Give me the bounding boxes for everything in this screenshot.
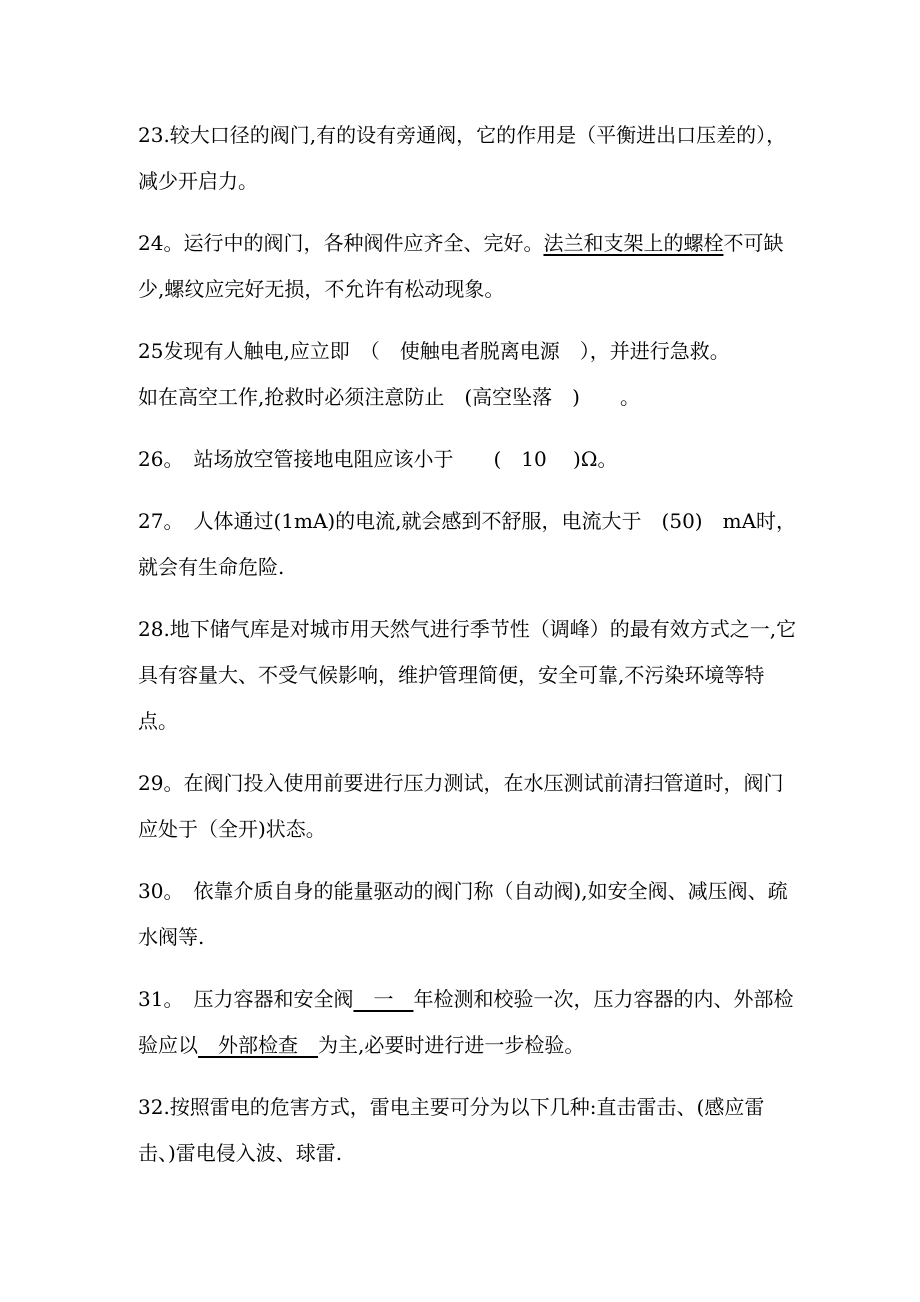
question-32-text: 32.按照雷电的危害方式，雷电主要可分为以下几种:直击雷击、(感应雷击、)雷电侵入波、球雷. xyxy=(138,1095,765,1165)
question-24-pre: 24。运行中的阀门，各种阀件应齐全、完好。 xyxy=(138,231,544,255)
question-24-underlined: 法兰和支架上的螺栓 xyxy=(543,231,724,255)
question-27 xyxy=(138,498,798,590)
question-24-post: 不可缺少,螺纹应完好无损，不允许有松动现象。 xyxy=(138,231,784,301)
question-28 xyxy=(138,606,798,744)
question-31-pre: 31。 压力容器和安全阀 xyxy=(138,987,354,1011)
question-31-blank1: 一 xyxy=(353,987,414,1011)
question-23 xyxy=(138,112,798,204)
question-25-line2: 如在高空工作,抢救时必须注意防止 (高空坠落 ) 。 xyxy=(138,385,640,409)
question-31-blank2: 外部检查 xyxy=(198,1033,318,1057)
question-32 xyxy=(138,1084,798,1176)
question-26-text: 26。 站场放空管接地电阻应该小于 ( 10 )Ω。 xyxy=(138,447,618,471)
question-23-text: 23.较大口径的阀门,有的设有旁通阀，它的作用是（平衡进出口压差的），减少开启力。 xyxy=(138,123,787,193)
question-31 xyxy=(138,976,798,1068)
question-24 xyxy=(138,220,798,312)
question-30 xyxy=(138,868,798,960)
question-31-mid: 年检测和校验一次，压力容器的内、外部检验应以 xyxy=(138,987,794,1057)
question-29-text: 29。在阀门投入使用前要进行压力测试，在水压测试前清扫管道时，阀门应处于（全开)状态。 xyxy=(138,771,784,841)
question-25 xyxy=(138,328,798,420)
question-30-text: 30。 依靠介质自身的能量驱动的阀门称（自动阀),如安全阀、减压阀、疏水阀等. xyxy=(138,879,788,949)
question-26 xyxy=(138,436,798,482)
question-31-post: 为主,必要时进行进一步检验。 xyxy=(318,1033,585,1057)
question-29 xyxy=(138,760,798,852)
question-25-line1: 25发现有人触电,应立即 （ 使触电者脱离电源 ），并进行急救。 xyxy=(138,339,730,363)
question-28-text: 28.地下储气库是对城市用天然气进行季节性（调峰）的最有效方式之一,它具有容量大、不受气候影响，维护管理简便，安全可靠,不污染环境等特点。 xyxy=(138,617,797,733)
question-27-text: 27。 人体通过(1mA)的电流,就会感到不舒服，电流大于 (50) mA时，就会有生命危险. xyxy=(138,509,797,579)
document-content xyxy=(138,112,798,1192)
